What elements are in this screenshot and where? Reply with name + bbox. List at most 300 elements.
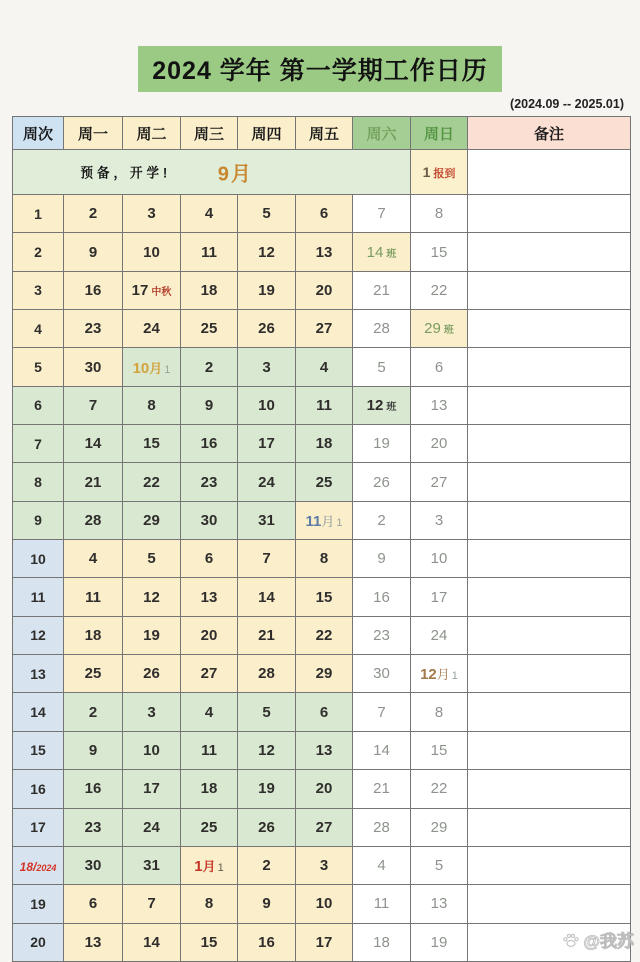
- cell-text: 28: [258, 665, 275, 683]
- calendar-table: [12, 116, 631, 962]
- cell-text: 17: [430, 588, 448, 606]
- cell-text: 15: [30, 742, 46, 759]
- cell-text: 6: [204, 550, 214, 568]
- cell-text: 5: [377, 358, 386, 376]
- day-cell-thu: [238, 846, 296, 884]
- cell-text: 3: [147, 703, 156, 721]
- day-cell-wed: [181, 693, 238, 731]
- note-cell: [468, 731, 631, 769]
- header-wed: 周三: [181, 117, 238, 150]
- cell-text: 21: [258, 626, 275, 644]
- day-cell-tue: [123, 540, 181, 578]
- cell-text: 7: [377, 703, 386, 721]
- cell-text: 2: [88, 205, 98, 223]
- cell-text: 16: [373, 588, 390, 606]
- day-cell-mon: [64, 731, 123, 769]
- day-cell-mon: [64, 501, 123, 539]
- week-number-14: [13, 693, 64, 731]
- week-number-7: [13, 425, 64, 463]
- cell-text: 18: [200, 780, 218, 798]
- week-number-8: [13, 463, 64, 501]
- day-cell-wed: [181, 616, 238, 654]
- cell-text: 17: [315, 933, 333, 951]
- day-cell-fri: [296, 386, 353, 424]
- header-week: 周次: [13, 117, 64, 150]
- note-cell: [468, 693, 631, 731]
- cell-text: 8: [34, 474, 42, 491]
- day-cell-sat: [353, 808, 411, 846]
- day-cell-thu: [238, 770, 296, 808]
- day-cell-fri: [296, 348, 353, 386]
- report-tag: 报到: [433, 167, 456, 180]
- cell-text: 5: [434, 857, 444, 875]
- day-cell-sun: [411, 540, 468, 578]
- cell-text: 25: [200, 818, 218, 836]
- day-cell-wed: [181, 463, 238, 501]
- cell-text: 8: [434, 205, 444, 223]
- cell-text: 6: [434, 358, 444, 376]
- cell-text: 31: [143, 857, 160, 875]
- day-cell-sun: [411, 808, 468, 846]
- cell-text: 3: [434, 511, 444, 529]
- cell-text: 5: [34, 359, 42, 376]
- day-cell-wed: [181, 808, 238, 846]
- day-cell-sun: [411, 501, 468, 539]
- note-cell: [468, 808, 631, 846]
- cell-text: 30: [373, 665, 390, 683]
- title-band: [0, 0, 640, 92]
- week-row-15: [13, 731, 631, 769]
- day-cell-wed: [181, 655, 238, 693]
- day-cell-sun: [411, 271, 468, 309]
- watermark: [562, 927, 634, 952]
- header-thu: 周四: [238, 117, 296, 150]
- day-cell-wed: [181, 731, 238, 769]
- note-cell: [468, 310, 631, 348]
- day-cell-sun: [411, 195, 468, 233]
- cell-text: 19: [143, 626, 160, 644]
- day-cell-sun: [411, 463, 468, 501]
- cell-text: 13: [430, 396, 448, 414]
- header-sat: 周六: [353, 117, 411, 150]
- day-cell-mon: [64, 770, 123, 808]
- cell-text: 班: [386, 401, 397, 413]
- cell-text: 26: [258, 320, 275, 338]
- day-cell-mon: [64, 386, 123, 424]
- cell-text: 5: [147, 550, 156, 568]
- cell-text: 6: [319, 703, 329, 721]
- header-mon: 周一: [64, 117, 123, 150]
- day-cell-tue: [123, 731, 181, 769]
- cell-text: 11: [316, 396, 332, 414]
- week-number-3: [13, 271, 64, 309]
- cell-text: 13: [30, 665, 46, 682]
- day-cell-tue: [123, 885, 181, 923]
- week-row-20: [13, 923, 631, 961]
- day-cell-wed: [181, 923, 238, 961]
- week-row-11: [13, 578, 631, 616]
- cell-text: 20: [430, 435, 448, 453]
- week-number-11: [13, 578, 64, 616]
- cell-text: 10: [315, 895, 333, 913]
- cell-text: 6: [88, 895, 98, 913]
- cell-text: 16: [84, 281, 102, 299]
- day-cell-thu: [238, 233, 296, 271]
- cell-text: 3: [262, 358, 271, 376]
- day-cell-tue: [123, 463, 181, 501]
- cell-text: 8: [204, 895, 214, 913]
- day-cell-fri: [296, 923, 353, 961]
- day-cell-tue: [123, 310, 181, 348]
- cell-text: 10: [143, 741, 160, 759]
- september-row: [13, 150, 631, 195]
- cell-text: 26: [143, 665, 160, 683]
- week-number-18: [13, 846, 64, 884]
- cell-text: 13: [315, 243, 333, 261]
- cell-text: 14: [84, 435, 102, 453]
- week-number-16: [13, 770, 64, 808]
- cell-text: 20: [315, 281, 333, 299]
- note-cell: [468, 885, 631, 923]
- day-cell-sun: [411, 846, 468, 884]
- note-cell: [468, 578, 631, 616]
- day-cell-tue: [123, 846, 181, 884]
- cell-text: 7: [147, 895, 156, 913]
- day-cell-sun: [411, 616, 468, 654]
- day-cell-fri: [296, 808, 353, 846]
- cell-text: 29: [430, 818, 448, 836]
- note-cell: [468, 770, 631, 808]
- day-cell-tue: [123, 808, 181, 846]
- day-cell-sat: [353, 846, 411, 884]
- cell-text: 14: [366, 243, 384, 261]
- cell-text: 9: [204, 396, 214, 414]
- cell-text: 1: [451, 670, 458, 683]
- note-cell: [468, 616, 631, 654]
- cell-text: 25: [315, 473, 333, 491]
- note-cell: [468, 425, 631, 463]
- cell-text: 19: [258, 780, 275, 798]
- cell-text: 26: [373, 473, 390, 491]
- week-row-13: [13, 655, 631, 693]
- cell-text: 7: [88, 396, 98, 414]
- cell-text: 18: [315, 435, 333, 453]
- day-cell-sun: [411, 770, 468, 808]
- week-row-4: [13, 310, 631, 348]
- cell-text: 7: [377, 205, 386, 223]
- cell-text: 14: [373, 741, 390, 759]
- cell-text: 13: [84, 933, 102, 951]
- cell-text: 27: [315, 320, 333, 338]
- cell-text: 13: [315, 741, 333, 759]
- cell-text: 1: [164, 363, 171, 376]
- day-cell-thu: [238, 655, 296, 693]
- cell-text: 10: [143, 243, 160, 261]
- cell-text: 11: [30, 589, 46, 606]
- day-cell-thu: [238, 425, 296, 463]
- day-cell-sat: [353, 616, 411, 654]
- cell-text: 10: [258, 396, 275, 414]
- cell-text: 30: [200, 511, 218, 529]
- day-cell-fri: [296, 578, 353, 616]
- day-cell-mon: [64, 655, 123, 693]
- cell-text: 22: [430, 780, 448, 798]
- day-cell-mon: [64, 616, 123, 654]
- cell-text: 11: [85, 588, 101, 606]
- day-cell-sat: [353, 348, 411, 386]
- day-cell-thu: [238, 885, 296, 923]
- day-cell-thu: [238, 195, 296, 233]
- cell-text: 4: [204, 703, 214, 721]
- day-cell-mon: [64, 195, 123, 233]
- cell-text: 15: [430, 741, 448, 759]
- day-cell-fri: [296, 501, 353, 539]
- day-cell-fri: [296, 770, 353, 808]
- note-cell: [468, 655, 631, 693]
- day-cell-thu: [238, 578, 296, 616]
- page-title: 2024 学年 第一学期工作日历: [138, 46, 502, 92]
- note-cell: [468, 386, 631, 424]
- day-cell-sat: [353, 195, 411, 233]
- day-cell-tue: [123, 923, 181, 961]
- day-cell-sun: [411, 425, 468, 463]
- day-cell-fri: [296, 731, 353, 769]
- cell-text: 11: [373, 895, 390, 913]
- note-cell: [468, 540, 631, 578]
- cell-text: 11: [305, 512, 322, 530]
- watermark-text: @我苏: [583, 932, 634, 951]
- cell-text: 21: [373, 281, 390, 299]
- day-cell-thu: [238, 540, 296, 578]
- cell-text: 25: [200, 320, 218, 338]
- day-cell-mon: [64, 425, 123, 463]
- cell-text: 2: [377, 511, 386, 529]
- week-row-9: [13, 501, 631, 539]
- day-cell-fri: [296, 310, 353, 348]
- cell-text: 10: [132, 359, 150, 377]
- week-number-5: [13, 348, 64, 386]
- week-number-13: [13, 655, 64, 693]
- week-number-9: [13, 501, 64, 539]
- day-cell-thu: [238, 693, 296, 731]
- week-number-15: [13, 731, 64, 769]
- cell-text: 24: [143, 320, 160, 338]
- day-cell-wed: [181, 770, 238, 808]
- cell-text: 13: [430, 895, 448, 913]
- cell-text: 20: [30, 934, 46, 951]
- week-number-20: [13, 923, 64, 961]
- week-number-19: [13, 885, 64, 923]
- cell-text: 15: [143, 435, 160, 453]
- cell-text: 31: [258, 511, 275, 529]
- cell-text: 7: [34, 435, 42, 452]
- day-cell-wed: [181, 233, 238, 271]
- cell-text: 4: [88, 550, 98, 568]
- month-label-september: 9月: [217, 163, 253, 186]
- day-cell-tue: [123, 501, 181, 539]
- cell-text: 月: [321, 513, 335, 529]
- cell-text: 班: [386, 248, 397, 260]
- day-cell-sun: [411, 310, 468, 348]
- day-cell-sun: [411, 348, 468, 386]
- cell-text: 4: [319, 358, 329, 376]
- day-cell-mon: [64, 808, 123, 846]
- day-cell-thu: [238, 616, 296, 654]
- cell-text: 18: [200, 281, 218, 299]
- cell-text: 7: [262, 550, 271, 568]
- cell-text: 2: [262, 857, 271, 875]
- day-cell-thu: [238, 310, 296, 348]
- day-cell-wed: [181, 348, 238, 386]
- report-day: 1: [422, 163, 431, 180]
- week-row-18: [13, 846, 631, 884]
- day-cell-sat: [353, 425, 411, 463]
- week-number-6: [13, 386, 64, 424]
- day-cell-wed: [181, 310, 238, 348]
- day-cell-sun: [411, 693, 468, 731]
- cell-text: 30: [84, 358, 102, 376]
- day-cell-fri: [296, 195, 353, 233]
- header-sun: 周日: [411, 117, 468, 150]
- cell-text: 14: [143, 933, 160, 951]
- day-cell-sat: [353, 310, 411, 348]
- day-cell-thu: [238, 463, 296, 501]
- week-row-16: [13, 770, 631, 808]
- cell-text: 9: [34, 512, 42, 529]
- cell-text: 2024: [36, 862, 57, 873]
- day-cell-sat: [353, 501, 411, 539]
- week-row-8: [13, 463, 631, 501]
- day-cell-mon: [64, 348, 123, 386]
- cell-text: 5: [262, 205, 271, 223]
- day-cell-sun: [411, 923, 468, 961]
- day-cell-tue: [123, 425, 181, 463]
- week-row-5: [13, 348, 631, 386]
- cell-text: 2: [204, 358, 214, 376]
- cell-text: 班: [443, 325, 454, 337]
- day-cell-sat: [353, 233, 411, 271]
- header-note: 备注: [468, 117, 631, 150]
- day-cell-sat: [353, 770, 411, 808]
- cell-text: 3: [34, 282, 42, 299]
- cell-text: 18: [373, 933, 390, 951]
- cell-text: 11: [201, 741, 217, 759]
- day-cell-tue: [123, 233, 181, 271]
- cell-text: 27: [200, 665, 218, 683]
- week-row-14: [13, 693, 631, 731]
- cell-text: 1: [217, 862, 224, 875]
- note-cell: [468, 501, 631, 539]
- cell-text: 21: [373, 780, 390, 798]
- week-number-1: [13, 195, 64, 233]
- cell-text: 1: [34, 205, 42, 222]
- day-cell-mon: [64, 271, 123, 309]
- cell-text: 9: [262, 895, 271, 913]
- cell-text: 14: [30, 704, 46, 721]
- cell-text: 9: [88, 243, 98, 261]
- day-cell-mon: [64, 310, 123, 348]
- day-cell-thu: [238, 348, 296, 386]
- cell-text: 9: [377, 550, 386, 568]
- header-row: [13, 117, 631, 150]
- day-cell-wed: [181, 578, 238, 616]
- cell-text: 12: [30, 627, 46, 644]
- day-cell-thu: [238, 271, 296, 309]
- cell-text: 10: [30, 550, 46, 567]
- cell-text: 6: [319, 205, 329, 223]
- cell-text: 24: [258, 473, 275, 491]
- cell-text: 25: [84, 665, 102, 683]
- cell-text: 1: [194, 858, 203, 876]
- cell-text: 28: [84, 511, 102, 529]
- day-cell-fri: [296, 540, 353, 578]
- cell-text: 23: [84, 320, 102, 338]
- note-cell: [468, 348, 631, 386]
- cell-text: 27: [430, 473, 448, 491]
- cell-text: 29: [143, 511, 160, 529]
- cell-text: 12: [258, 243, 275, 261]
- date-range: (2024.09 -- 2025.01): [510, 97, 624, 111]
- day-cell-sat: [353, 731, 411, 769]
- day-cell-thu: [238, 386, 296, 424]
- cell-text: 9: [88, 741, 98, 759]
- paw-icon: [562, 931, 580, 949]
- day-cell-fri: [296, 425, 353, 463]
- day-cell-fri: [296, 885, 353, 923]
- cell-text: 28: [373, 320, 390, 338]
- day-cell-sat: [353, 386, 411, 424]
- day-cell-mon: [64, 923, 123, 961]
- cell-text: 19: [258, 281, 275, 299]
- day-cell-tue: [123, 386, 181, 424]
- cell-text: 12: [420, 666, 437, 684]
- day-cell-wed: [181, 501, 238, 539]
- day-cell-tue: [123, 770, 181, 808]
- note-cell: [468, 271, 631, 309]
- day-cell-wed: [181, 386, 238, 424]
- week-row-12: [13, 616, 631, 654]
- day-cell-wed: [181, 885, 238, 923]
- cell-text: 16: [84, 780, 102, 798]
- note-cell: [468, 233, 631, 271]
- day-cell-tue: [123, 655, 181, 693]
- day-cell-wed: [181, 271, 238, 309]
- cell-text: 11: [201, 243, 217, 261]
- day-cell-thu: [238, 731, 296, 769]
- week-row-19: [13, 885, 631, 923]
- cell-text: 16: [200, 435, 218, 453]
- week-row-6: [13, 386, 631, 424]
- note-cell: [468, 195, 631, 233]
- day-cell-sun: [411, 731, 468, 769]
- cell-text: 18/: [19, 859, 37, 874]
- week-number-17: [13, 808, 64, 846]
- day-cell-tue: [123, 693, 181, 731]
- header-tue: 周二: [123, 117, 181, 150]
- day-cell-fri: [296, 271, 353, 309]
- day-cell-wed: [181, 846, 238, 884]
- cell-text: 12: [366, 396, 384, 414]
- cell-text: 22: [430, 281, 448, 299]
- day-cell-mon: [64, 885, 123, 923]
- cell-text: 20: [200, 626, 218, 644]
- day-cell-sat: [353, 463, 411, 501]
- week-row-2: [13, 233, 631, 271]
- cell-text: 23: [373, 626, 390, 644]
- day-cell-mon: [64, 846, 123, 884]
- cell-text: 24: [143, 818, 160, 836]
- day-cell-mon: [64, 693, 123, 731]
